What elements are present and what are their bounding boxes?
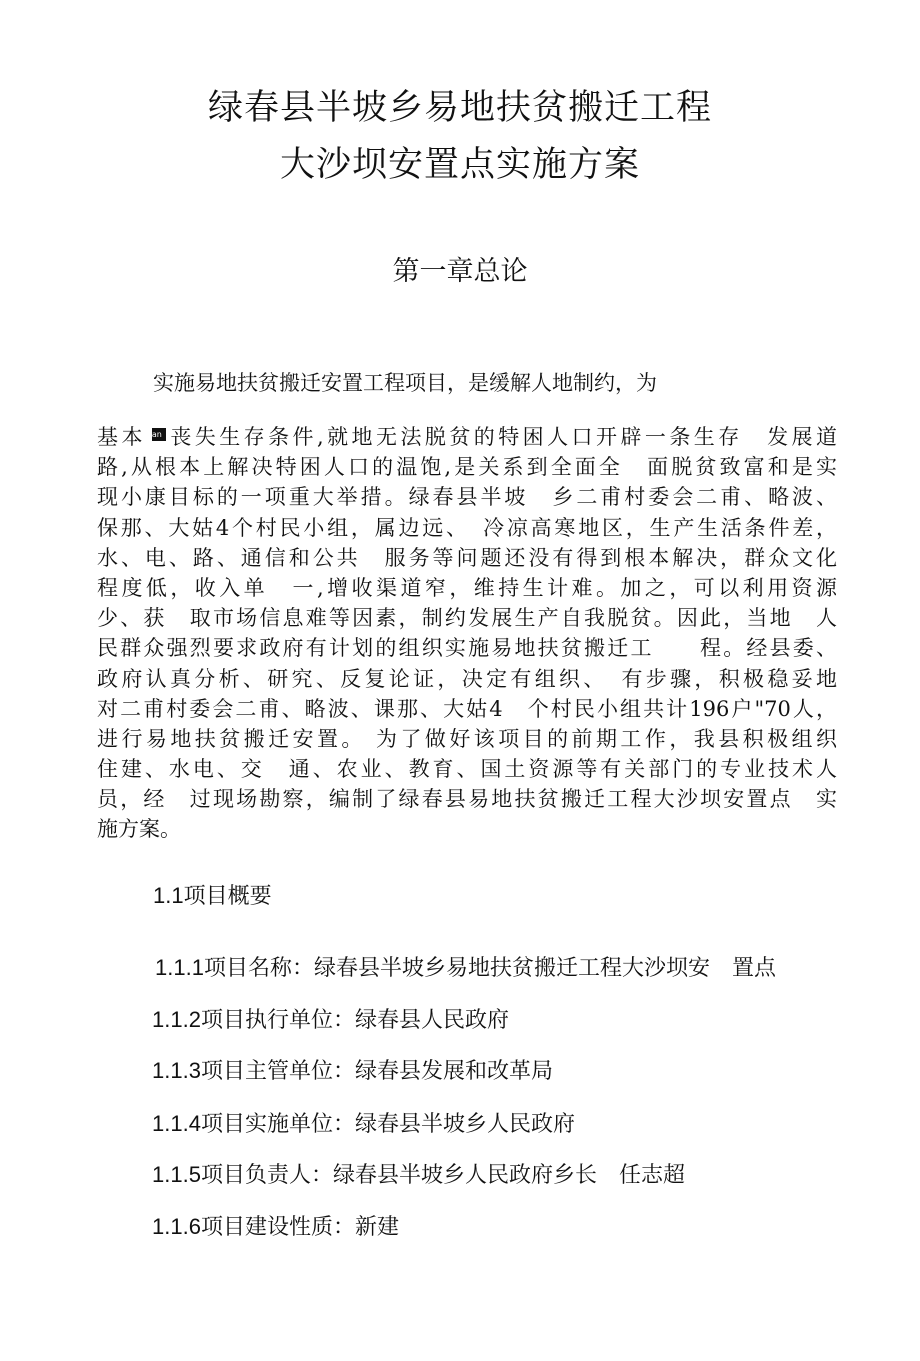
body-line: 路,从根本上解决特困人口的温饱,是关系到全面全 面脱贫致富和是实 [97, 455, 837, 480]
item-text: 项目建设性质：新建 [200, 1215, 399, 1240]
item-number: 1.1.5 [152, 1162, 201, 1187]
item-text: 项目主管单位：绿春县发展和改革局 [200, 1059, 553, 1084]
body-line: 水、电、路、通信和公共 服务等问题还没有得到根本解决，群众文化 [97, 545, 837, 570]
project-item-supervising-unit [152, 1055, 553, 1088]
item-number: 1.1.4 [152, 1111, 201, 1136]
body-line-rest: 丧失生存条件,就地无法脱贫的特困人口开辟一条生存 发展道 [166, 425, 837, 449]
project-item-executing-unit [152, 1004, 509, 1037]
project-item-manager [152, 1159, 685, 1192]
section-number: 1.1 [153, 883, 184, 908]
item-text: 项目名称：绿春县半坡乡易地扶贫搬迁工程大沙坝安 置点 [203, 956, 776, 981]
body-line: 程度低，收入单 一,增收渠道窄，维持生计难。加之，可以利用资源 [97, 575, 837, 600]
project-item-name [155, 952, 776, 985]
section-label: 项目概要 [183, 884, 272, 909]
body-line: 住建、水电、交 通、农业、教育、国土资源等有关部门的专业技术人 [97, 757, 837, 782]
body-line: 保那、大姑4个村民小组，属边远、 冷凉高寒地区，生产生活条件差， [97, 515, 837, 540]
body-line: 进行易地扶贫搬迁安置。 为了做好该项目的前期工作，我县积极组织 [97, 726, 837, 751]
body-line: 员，经 过现场勘察，编制了绿春县易地扶贫搬迁工程大沙坝安置点 实 [97, 787, 837, 812]
body-line: 民群众强烈要求政府有计划的组织实施易地扶贫搬迁工 程。经县委、 [97, 636, 837, 661]
item-text: 项目实施单位：绿春县半坡乡人民政府 [200, 1112, 575, 1137]
project-item-implementing-unit [152, 1108, 575, 1141]
body-line [97, 422, 837, 452]
intro-line: 实施易地扶贫搬迁安置工程项目，是缓解人地制约，为 [153, 371, 657, 395]
inline-mark-icon: an [152, 428, 166, 441]
body-line: 少、获 取市场信息难等因素，制约发展生产自我脱贫。因此，当地 人 [97, 606, 837, 631]
item-number: 1.1.1 [155, 955, 204, 980]
document-title-line-2: 大沙坝安置点实施方案 [279, 145, 640, 185]
body-line-start: 基本 [97, 425, 146, 449]
item-number: 1.1.2 [152, 1007, 201, 1032]
body-line: 对二甫村委会二甫、略波、课那、大姑4 个村民小组共计196户"70人， [97, 696, 837, 721]
chapter-heading: 第一章总论 [392, 256, 528, 287]
document-title-line-1: 绿春县半坡乡易地扶贫搬迁工程 [207, 88, 712, 128]
item-number: 1.1.3 [152, 1058, 201, 1083]
project-item-nature [152, 1211, 399, 1244]
item-text: 项目执行单位：绿春县人民政府 [200, 1008, 509, 1033]
body-line: 政府认真分析、研究、反复论证，决定有组织、 有步骤，积极稳妥地 [97, 666, 837, 691]
section-heading [153, 880, 272, 913]
body-line: 现小康目标的一项重大举措。绿春县半坡 乡二甫村委会二甫、略波、 [97, 485, 837, 510]
item-number: 1.1.6 [152, 1214, 201, 1239]
body-line-last: 施方案。 [97, 817, 181, 842]
body-paragraph [97, 422, 837, 845]
item-text: 项目负责人：绿春县半坡乡人民政府乡长 任志超 [200, 1163, 685, 1188]
